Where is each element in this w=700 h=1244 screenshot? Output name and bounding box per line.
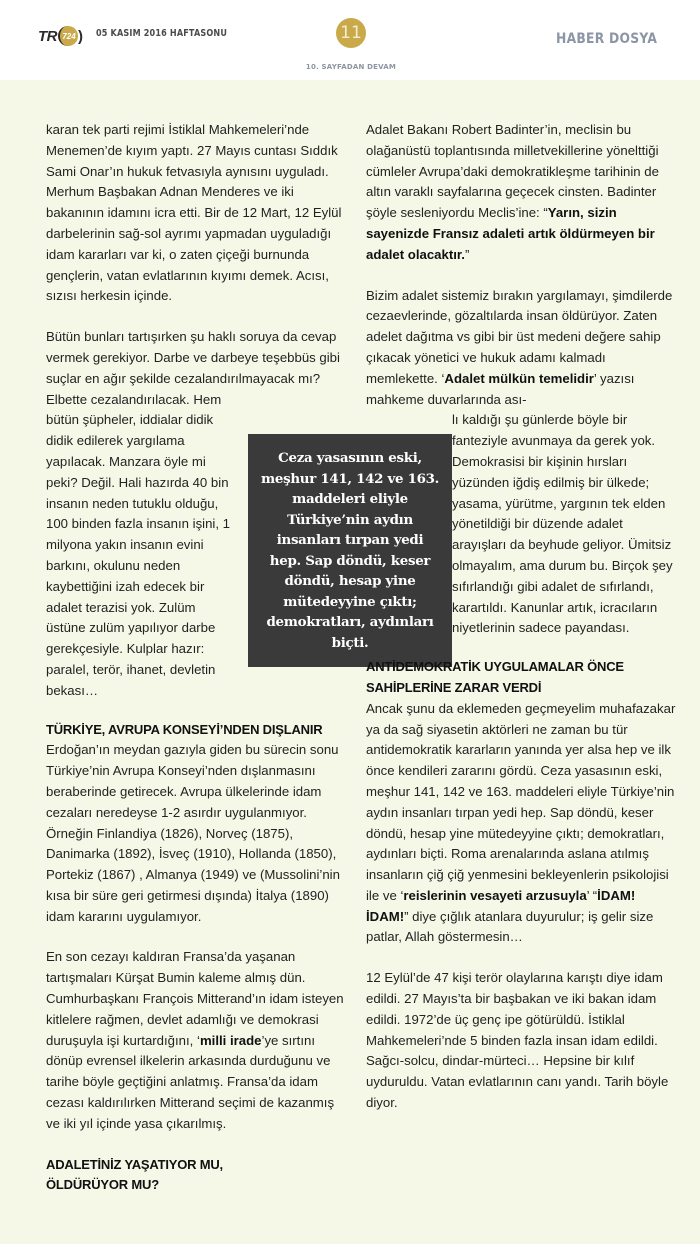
right-column bbox=[366, 120, 676, 1134]
tr724-logo[interactable] bbox=[38, 26, 83, 46]
paragraph: Adalet Bakanı Robert Badinter’in, meclisin bu olağanüstü toplantısında milletvekillerine yönelttiği cümleler Avrupa’daki demokratikleşme tarihinin de altın varaklı sayfalarına geçecek cinsten. Badinter şöyle sesleniyordu Meclis’ine: “Yarın, sizin sayenizde Fransız adaleti artık öldürmeyen bir adalet olacaktır.” bbox=[366, 122, 659, 262]
section-heading: ANTİDEMOKRATİK UYGULAMALAR ÖNCE SAHİPLERİNE ZARAR VERDİ bbox=[366, 659, 624, 695]
pull-quote-text: Ceza yasasının eski, meşhur 141, 142 ve 163. maddeleri eliyle Türkiye’nin aydın insanları tırpan yedi hep. Sap döndü, keser döndü, hesap yine mütedeyyine çıktı; demokratları, aydınları biçti. bbox=[261, 450, 439, 651]
bold-phrase: milli irade bbox=[199, 1032, 262, 1048]
paragraph: karan tek parti rejimi İstiklal Mahkemeleri’nde Menemen’de kıyım yaptı. 27 Mayıs cuntası Sıddık Sami Onar’ın hukuk fetvasıyla aynısını uyguladı. Merhum Başbakan Adnan Menderes ve iki bakanının idamını icra etti. Bir de 12 Mart, 12 Eylül darbelerinin sağ-sol ayrımı yapmadan uyguladığı idam kararları var ki, o zaten çiçeği burnunda gençlerin, vatan evlatlarının kıyımı demek. Acısı, sızısı herkesin içinde. bbox=[46, 122, 342, 304]
paragraph: Ancak şunu da eklemeden geçmeyelim muhafazakar ya da sağ siyasetin aktörleri ne zaman bu tür antidemokratik kararların yanında yer alsa hep ve ilk önce kendileri zararını gördü. Ceza yasasının eski, meşhur 141, 142 ve 163. maddeleri eliyle Türkiye’nin aydın insanları tırpan yedi hep. Sap döndü, keser döndü, hesap yine mütedeyyine çıktı; demokratları, aydınları biçti. Roma arenalarında aslana atılmış insanların çiğ çiğ yenmesini bekleyenlerin psikolojisi ile ve ‘reislerinin vesayeti arzusuyla’ “İDAM! İDAM!” diye çığlık atanlara duyurulur; iş gelir size patlar, Allah göstermesin… bbox=[366, 700, 676, 945]
section-heading: ADALETİNİZ YAŞATIYOR MU, ÖLDÜRÜYOR MU? bbox=[46, 1156, 223, 1193]
logo-724-badge: 724 bbox=[58, 26, 78, 46]
bold-phrase: reislerinin vesayeti arzusuyla bbox=[403, 887, 587, 903]
logo-tr-text: TR bbox=[38, 27, 57, 45]
paragraph: Bizim adalet sistemiz bırakın yargılamayı, şimdilerde cezaevlerinde, gözaltılarda insan öldürüyor. Zaten adelet dağıtma vs gibi bir üst medeni değere sahip çıkacak yönetici ve hukuk adamı kalmadı memlekette. ‘Adalet mülkün temelidir’ yazısı mahkeme duvarlarında ası- bbox=[366, 287, 673, 407]
continued-from-label: 10. SAYFADAN DEVAM bbox=[305, 63, 397, 71]
section-title: HABER DOSYA bbox=[556, 31, 658, 47]
bold-exclamation: İDAM! İDAM! bbox=[366, 887, 636, 924]
paragraph-narrow: lı kaldığı şu günlerde böyle bir fanteziyle avunmaya da gerek yok. Demokrasisi bir kişinin hırsları yüzünden iğdiş edilmiş bir ülkede; yasama, yürütme, yargının tek elden yönetildiği bir düzende adalet arayışları da beyhude geliyor. Ümitsiz olmayalım, ama durum bu. Birçok şey sıfırlandığı gibi adalet de sıfırlandı, karartıldı. Kanunlar artık, icracıların niyetlerinin sadece payandası. bbox=[452, 412, 673, 636]
issue-date: 05 KASIM 2016 HAFTASONU bbox=[96, 28, 228, 39]
page-header bbox=[0, 0, 700, 80]
bold-phrase: Adalet mülkün temelidir bbox=[444, 370, 594, 386]
section-heading: TÜRKİYE, AVRUPA KONSEYİ’NDEN DIŞLANIR bbox=[46, 721, 323, 737]
paragraph: En son cezayı kaldıran Fransa’da yaşanan tartışmaları Kürşat Bumin kaleme almış dün. Cumhurbaşkanı François Mitterand’ın idam isteyen kitlelere rağmen, devlet adamlığı ve demokrasi duruşuyla işi kurtardığını, ‘milli irade’ye sırtını dönüp evrensel ilkelerin arkasında durduğunu ve tarihe böyle geçtiğini anlatmış. Fransa’da idam cezası kaldırılırken Mitterand seçimi de kazanmış ve iki yıl içinde yasa çıkarılmış. bbox=[46, 949, 344, 1131]
page-number-badge: 11 bbox=[336, 18, 366, 48]
paragraph-narrow: bütün şüpheler, iddialar didik didik edilerek yargılama yapılacak. Manzara öyle mi peki? Değil. Hali hazırda 40 bin insanın neden tutuklu olduğu, 100 binden fazla insanın işini, 1 milyona yakın insanın evini barkını, okulunu neden kaybettiğini izah edecek bir adalet terazisi yok. Zulüm üstüne zulüm yapılıyor darbe gerekçesiyle. Kulplar hazır: paralel, terör, ihanet, devletin bekası… bbox=[46, 412, 231, 698]
paragraph: Erdoğan’ın meydan gazıyla giden bu sürecin sonu Türkiye’nin Avrupa Konseyi’nden dışlanmasını beraberinde getirecek. Avrupa ülkelerinde idam cezaları neredeyse 1-2 asırdır uygulanmıyor. Örneğin Finlandiya (1826), Norveç (1875), Danimarka (1892), İsveç (1910), Hollanda (1850), Portekiz (1867) , Almanya (1949) ve (Mussolini’nin kısa bir süre geri getirmesi dışında) İtalya (1890) idam kararını uygulamıyor. bbox=[46, 742, 340, 924]
logo-bracket: ) bbox=[78, 27, 83, 45]
paragraph: Bütün bunları tartışırken şu haklı soruya da cevap vermek gerekiyor. Darbe ve darbeye teşebbüs gibi suçlar en ağır şekilde cezalandırılmayacak mı? Elbette cezalandırılacak. Hem bbox=[46, 329, 340, 407]
paragraph: 12 Eylül’de 47 kişi terör olaylarına karıştı diye idam edildi. 27 Mayıs’ta bir başbakan ve iki bakan idam edildi. 1972’de üç genç ipe götürüldü. İstiklal Mahkemeleri’nde 5 binden fazla insan idam edildi. Sağcı-solcu, dindar-mürteci… Hepsine bir kılıf uyduruldu. Vatan evlatlarının canı yandı. Tarih böyle diyor. bbox=[366, 970, 669, 1111]
bold-quote: Yarın, sizin sayenizde Fransız adaleti artık öldürmeyen bir adalet olacaktır. bbox=[366, 205, 655, 262]
